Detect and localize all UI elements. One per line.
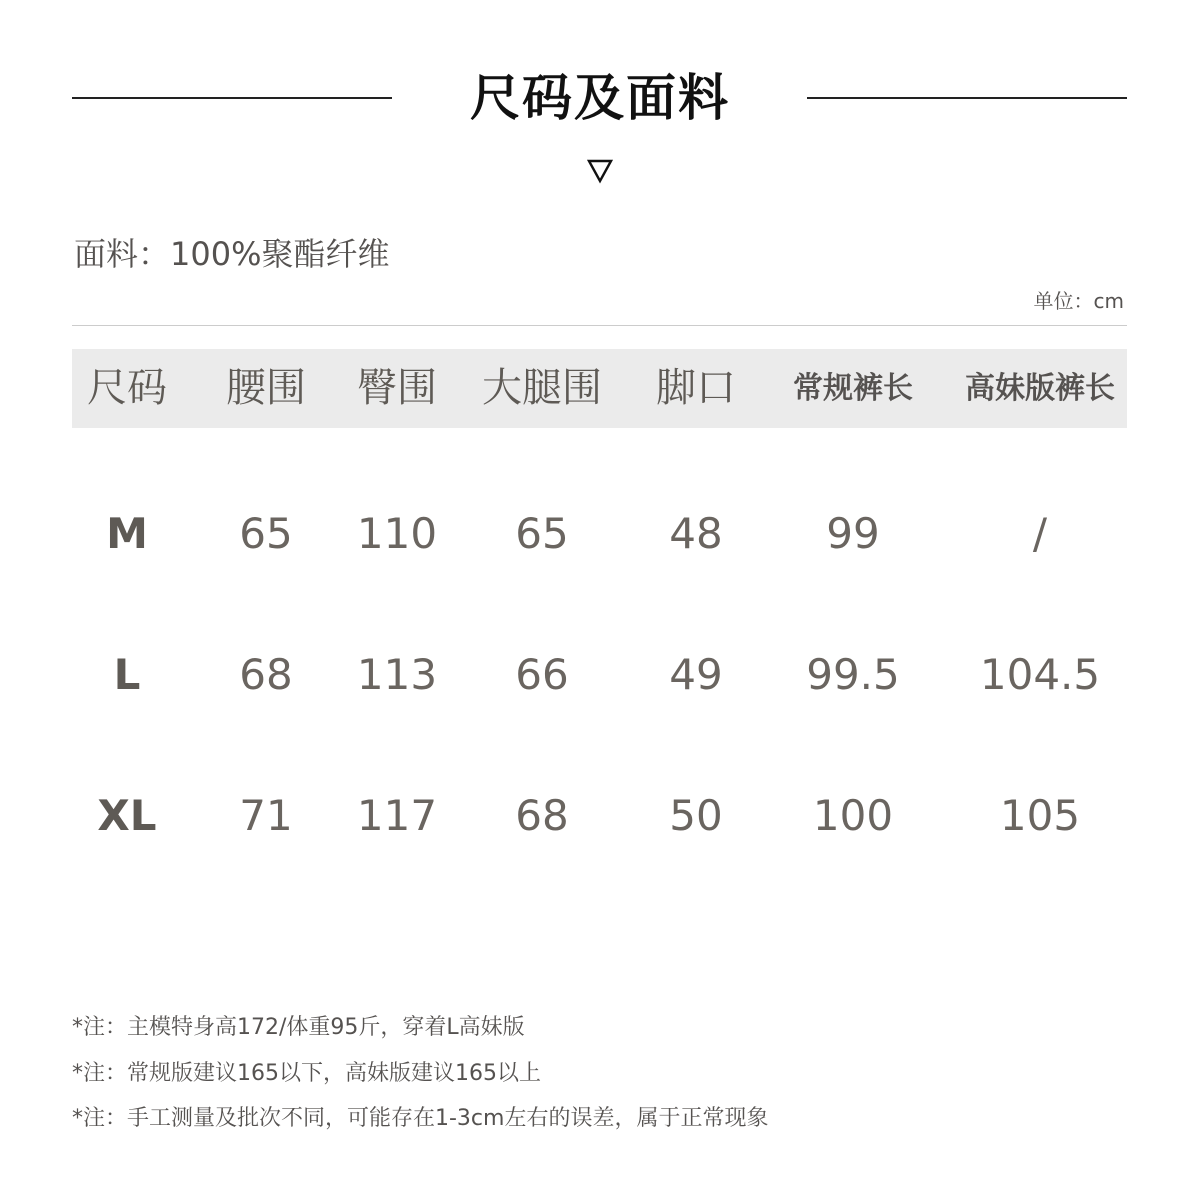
cell-waist: 68 bbox=[239, 650, 293, 699]
cell-tall-length: 104.5 bbox=[979, 650, 1101, 699]
header-size: 尺码 bbox=[87, 365, 167, 411]
cell-size: M bbox=[106, 509, 148, 558]
cell-hem: 48 bbox=[669, 509, 723, 558]
cell-hip: 113 bbox=[356, 650, 438, 699]
table-row bbox=[72, 776, 1127, 856]
triangle-down-outline-icon bbox=[587, 158, 613, 184]
cell-size: L bbox=[113, 650, 141, 699]
table-row bbox=[72, 635, 1127, 715]
note-measurement-error: *注：手工测量及批次不同，可能存在1-3cm左右的误差，属于正常现象 bbox=[72, 1106, 769, 1131]
divider bbox=[72, 325, 1127, 326]
cell-thigh: 66 bbox=[515, 650, 569, 699]
cell-regular-length: 99 bbox=[826, 509, 880, 558]
cell-regular-length: 100 bbox=[812, 791, 894, 840]
note-version-advice: *注：常规版建议165以下，高妹版建议165以上 bbox=[72, 1060, 541, 1086]
cell-regular-length: 99.5 bbox=[806, 650, 900, 699]
header-waist: 腰围 bbox=[226, 365, 306, 411]
header-hem: 脚口 bbox=[656, 365, 736, 411]
table-header bbox=[72, 349, 1127, 428]
fabric-info: 面料：100%聚酯纤维 bbox=[74, 235, 390, 273]
cell-waist: 65 bbox=[239, 509, 293, 558]
cell-hip: 117 bbox=[356, 791, 438, 840]
unit-label: 单位：cm bbox=[1033, 289, 1124, 313]
cell-waist: 71 bbox=[239, 791, 293, 840]
header-regular-length: 常规裤长 bbox=[793, 371, 913, 406]
cell-hem: 50 bbox=[669, 791, 723, 840]
title-line-right bbox=[807, 97, 1127, 99]
header-hip: 臀围 bbox=[357, 365, 437, 411]
table-row bbox=[72, 494, 1127, 574]
cell-hem: 49 bbox=[669, 650, 723, 699]
page-title: 尺码及面料 bbox=[470, 69, 730, 127]
cell-hip: 110 bbox=[356, 509, 438, 558]
notes bbox=[72, 1005, 1127, 1142]
cell-thigh: 68 bbox=[515, 791, 569, 840]
cell-tall-length: / bbox=[1032, 509, 1048, 558]
cell-size: XL bbox=[97, 791, 157, 840]
header-tall-length: 高妹版裤长 bbox=[965, 371, 1115, 406]
cell-thigh: 65 bbox=[515, 509, 569, 558]
header-thigh: 大腿围 bbox=[482, 365, 602, 411]
note-model: *注：主模特身高172/体重95斤，穿着L高妹版 bbox=[72, 1015, 525, 1040]
title-section bbox=[0, 62, 1200, 142]
cell-tall-length: 105 bbox=[999, 791, 1081, 840]
